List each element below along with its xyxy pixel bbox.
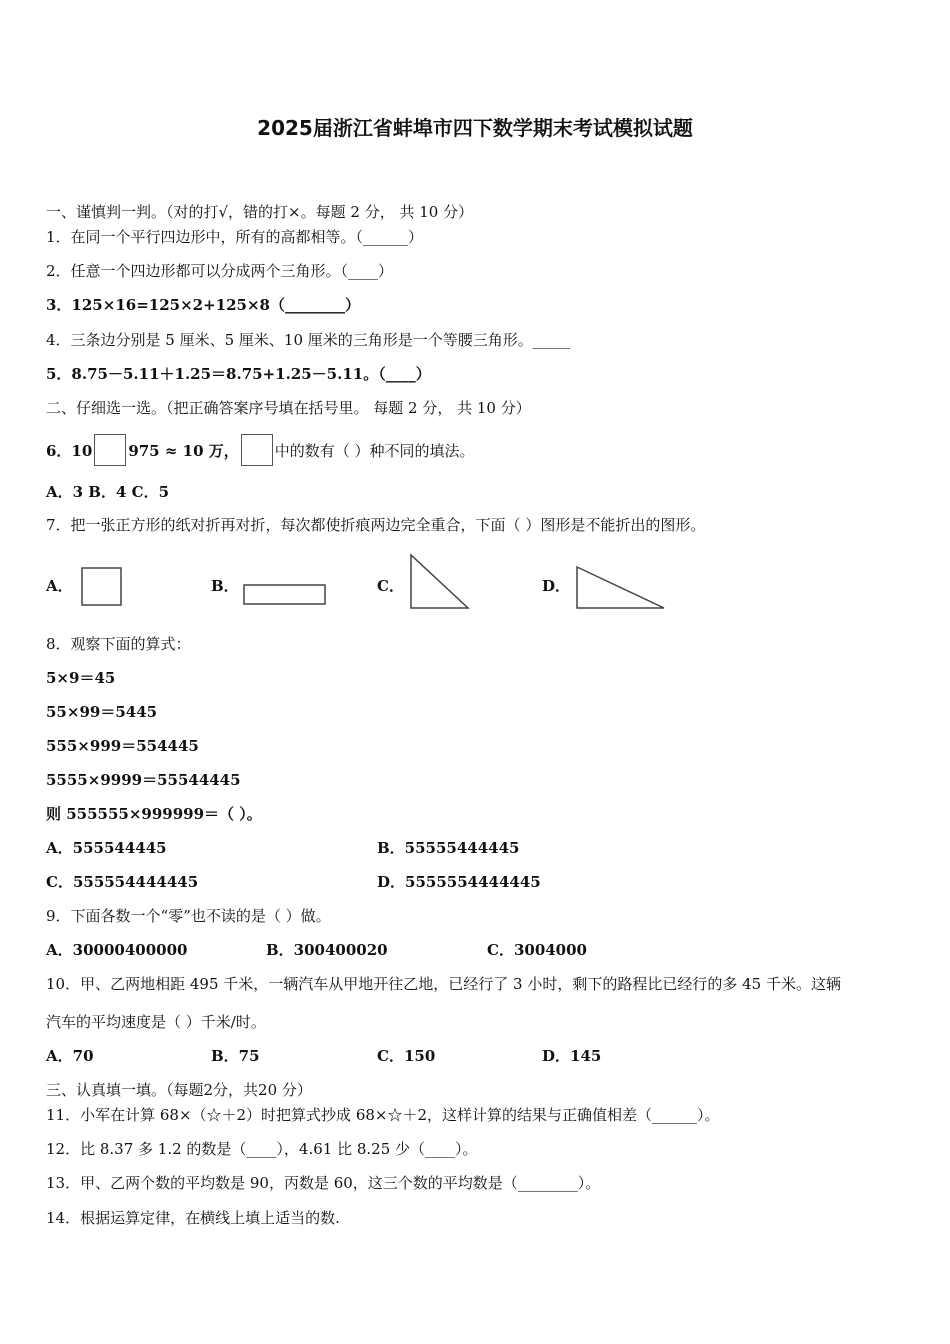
question-4: 4．三条边分别是 5 厘米、5 厘米、10 厘米的三角形是一个等腰三角形。_____ bbox=[46, 331, 571, 349]
question-3: 3．125×16=125×2+125×8（________） bbox=[46, 296, 360, 314]
option-d: D．145 bbox=[542, 1047, 602, 1065]
option-d: D．5555554444445 bbox=[377, 873, 541, 891]
right-triangle-figure bbox=[408, 553, 472, 611]
equation-line: 555×999＝554445 bbox=[46, 737, 199, 755]
question-6-part-c: 中的数有（ ）种不同的填法。 bbox=[274, 442, 475, 460]
equation-line: 55×99＝5445 bbox=[46, 703, 158, 721]
question-1: 1．在同一个平行四边形中，所有的高都相等。（______） bbox=[46, 228, 424, 246]
option-c: C．150 bbox=[377, 1047, 436, 1065]
option-b-label: B． bbox=[211, 577, 239, 595]
option-c: C．3004000 bbox=[487, 941, 587, 959]
question-6-part-a: 6．10 bbox=[46, 442, 93, 460]
question-6-options: A．3 B．4 C．5 bbox=[46, 483, 170, 501]
option-b: B．300400020 bbox=[266, 941, 388, 959]
question-7: 7．把一张正方形的纸对折再对折，每次都使折痕两边完全重合，下面（ ）图形是不能折出的图形。 bbox=[46, 516, 706, 534]
option-b: B．55555444445 bbox=[377, 839, 520, 857]
question-12: 12．比 8.37 多 1.2 的数是（____），4.61 比 8.25 少（____）。 bbox=[46, 1140, 478, 1158]
option-a: A．70 bbox=[46, 1047, 94, 1065]
question-13: 13．甲、乙两个数的平均数是 90，丙数是 60，这三个数的平均数是（________）。 bbox=[46, 1174, 601, 1192]
page-title: 2025届浙江省蚌埠市四下数学期末考试模拟试题 bbox=[257, 116, 693, 140]
option-a: A．30000400000 bbox=[46, 941, 188, 959]
question-6-part-b: 975 ≈ 10 万， bbox=[128, 442, 239, 460]
equation-question: 则 555555×999999＝（ ）。 bbox=[46, 805, 262, 823]
blank-box bbox=[94, 434, 126, 466]
option-a-label: A． bbox=[46, 577, 73, 595]
option-b: B．75 bbox=[211, 1047, 260, 1065]
option-c: C．555554444445 bbox=[46, 873, 199, 891]
question-6 bbox=[46, 434, 475, 466]
question-10-line-2: 汽车的平均速度是（ ）千米/时。 bbox=[46, 1013, 266, 1031]
obtuse-triangle-figure bbox=[574, 565, 668, 611]
question-10-line-1: 10．甲、乙两地相距 495 千米，一辆汽车从甲地开往乙地，已经行了 3 小时，剩下的路程比已经行的多 45 千米。这辆 bbox=[46, 975, 841, 993]
section-heading-1: 一、谨慎判一判。（对的打√，错的打×。每题 2 分， 共 10 分） bbox=[46, 203, 474, 221]
equation-line: 5555×9999＝55544445 bbox=[46, 771, 241, 789]
blank-box bbox=[241, 434, 273, 466]
section-heading-3: 三、认真填一填。（每题2分，共20 分） bbox=[46, 1081, 312, 1099]
question-14: 14．根据运算定律，在横线上填上适当的数. bbox=[46, 1209, 340, 1227]
square-figure bbox=[80, 566, 124, 608]
option-d-label: D． bbox=[542, 577, 571, 595]
section-heading-2: 二、仔细选一选。（把正确答案序号填在括号里。 每题 2 分， 共 10 分） bbox=[46, 399, 531, 417]
option-c-label: C． bbox=[377, 577, 404, 595]
question-8: 8．观察下面的算式： bbox=[46, 635, 191, 653]
question-2: 2．任意一个四边形都可以分成两个三角形。（____） bbox=[46, 262, 394, 280]
question-9: 9．下面各数一个“零”也不读的是（ ）做。 bbox=[46, 907, 331, 925]
equation-line: 5×9＝45 bbox=[46, 669, 116, 687]
question-11: 11．小军在计算 68×（☆＋2）时把算式抄成 68×☆＋2，这样计算的结果与正确值相差（______）。 bbox=[46, 1106, 720, 1124]
option-a: A．555544445 bbox=[46, 839, 167, 857]
rectangle-figure bbox=[242, 583, 328, 607]
question-5: 5．8.75－5.11＋1.25＝8.75+1.25－5.11。（____） bbox=[46, 365, 431, 383]
